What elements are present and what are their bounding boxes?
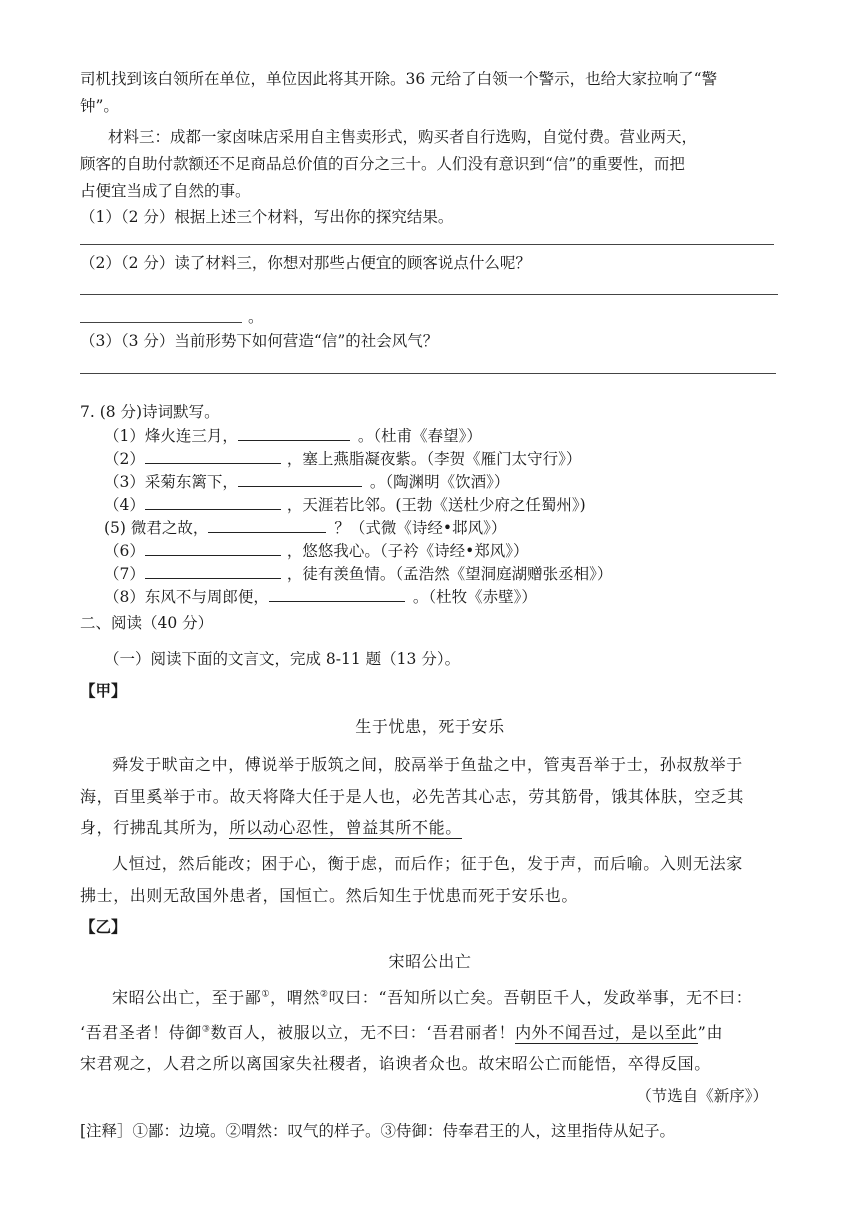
blank-field[interactable]: [269, 585, 405, 602]
poem-text: 微君之故，: [130, 519, 209, 537]
blank-field[interactable]: [208, 516, 326, 533]
item-number: （8）: [104, 588, 145, 606]
answer-line-q2-a[interactable]: [80, 294, 778, 295]
footnote-marker: ②: [319, 989, 329, 1000]
poem-text: 东风不与周郎便，: [144, 588, 269, 606]
passage-text: ，喟然: [270, 988, 320, 1007]
annotation-notes: [注释］①鄙：边境。②喟然：叹气的样子。③侍御：侍奉君王的人，这里指侍从妃子。: [80, 1122, 676, 1140]
question-3: （3）（3 分）当前形势下如何营造“信”的社会风气？: [80, 332, 439, 350]
passage-jia-p1-line2: 海，百里奚举于市。故天将降大任于是人也，必先苦其心志，劳其筋骨，饿其体肤，空乏其: [80, 787, 745, 806]
item-number: （2）: [104, 450, 145, 468]
poem-source: 。（杜甫《春望》）: [357, 427, 482, 445]
poem-source: ，天涯若比邻。(王勃《送杜少府之任蜀州》): [286, 496, 586, 514]
passage-text: 宋昭公出亡，至于鄙: [112, 988, 262, 1007]
passage-text: 身，行拂乱其所为，: [80, 818, 230, 837]
passage-jia-p2-line1: 人恒过，然后能改；困于心，衡于虑，而后作；征于色，发于声，而后喻。入则无法家: [112, 854, 743, 873]
poem-source: 。（杜牧《赤壁》）: [412, 588, 537, 606]
footnote-marker: ①: [261, 989, 271, 1000]
passage-text: 叹曰：“吾知所以亡矣。吾朝臣千人，发政举事，无不曰：: [328, 988, 753, 1007]
item-number: （4）: [104, 496, 145, 514]
question-2-end-mark: 。: [248, 308, 264, 326]
section-heading-reading: 二、阅读（40 分）: [80, 614, 214, 632]
poetry-item-1: [104, 424, 482, 447]
blank-field[interactable]: [145, 447, 281, 464]
blank-field[interactable]: [145, 562, 281, 579]
passage-yi-line3: 宋君观之，人君之所以离国家失社稷者，谄谀者众也。故宋昭公亡而能悟，卒得反国。: [80, 1054, 711, 1073]
passage-jia-p2-line2: 拂士，出则无敌国外患者，国恒亡。然后知生于忧患而死于安乐也。: [80, 886, 579, 905]
answer-line-q3[interactable]: [80, 373, 776, 374]
material3-line-2: 顾客的自助付款额还不足商品总价值的百分之三十。人们没有意识到“信”的重要性，而把: [80, 155, 685, 173]
poem-source: ？（式微《诗经•邶风》）: [334, 519, 507, 537]
passage-text: ‘吾君圣者！侍御: [80, 1023, 202, 1042]
passage-label-yi: 【乙】: [80, 917, 127, 936]
item-number: (5): [104, 519, 126, 537]
passage-title-yi: 宋昭公出亡: [388, 952, 472, 971]
poetry-item-3: [104, 470, 509, 493]
passage-title-jia: 生于忧患，死于安乐: [355, 717, 505, 736]
underlined-sentence: 内外不闻吾过，是以至此: [515, 1023, 698, 1042]
passage-label-jia: 【甲】: [80, 681, 127, 700]
intro-line-1: 司机找到该白领所在单位，单位因此将其开除。36 元给了白领一个警示，也给大家拉响了“警: [80, 70, 718, 88]
poem-text: 烽火连三月，: [144, 427, 238, 445]
poetry-heading: 7. (8 分)诗词默写。: [80, 403, 220, 421]
poem-text: 采菊东篱下，: [144, 473, 238, 491]
blank-field[interactable]: [238, 424, 350, 441]
poetry-item-4: [104, 493, 586, 516]
intro-line-2: 钟”。: [80, 97, 119, 115]
poem-source: 。（陶渊明《饮酒》）: [369, 473, 510, 491]
answer-line-q2-b[interactable]: [80, 322, 242, 323]
poetry-item-5: [104, 516, 506, 539]
blank-field[interactable]: [145, 539, 281, 556]
reading-subheading: （一）阅读下面的文言文，完成 8-11 题（13 分）。: [104, 650, 461, 668]
poetry-item-7: [104, 562, 612, 585]
material3-line-3: 占便宜当成了自然的事。: [80, 182, 251, 200]
material3-line-1: 材料三：成都一家卤味店采用自主售卖形式，购买者自行选购，自觉付费。营业两天，: [108, 128, 698, 146]
question-2: （2）（2 分）读了材料三，你想对那些占便宜的顾客说点什么呢？: [80, 254, 531, 272]
underlined-sentence: 所以动心忍性，曾益其所不能。: [229, 818, 462, 837]
blank-field[interactable]: [238, 470, 362, 487]
poem-source: ，悠悠我心。（子衿《诗经•郑风》）: [286, 542, 529, 560]
poem-source: ，徒有羡鱼情。（孟浩然《望洞庭湖赠张丞相》）: [286, 565, 613, 583]
blank-field[interactable]: [145, 493, 281, 510]
item-number: （1）: [104, 427, 145, 445]
passage-jia-p1-line3: [80, 817, 462, 839]
answer-line-q1[interactable]: [80, 244, 774, 245]
passage-text: ”由: [697, 1023, 724, 1042]
passage-yi-line2: [80, 1022, 723, 1044]
item-number: （3）: [104, 473, 145, 491]
passage-jia-p1-line1: 舜发于畎亩之中，傅说举于版筑之间，胶鬲举于鱼盐之中，管夷吾举于士，孙叔敖举于: [112, 755, 743, 774]
poetry-item-6: [104, 539, 529, 562]
passage-yi-line1: [112, 987, 752, 1009]
footnote-marker: ③: [201, 1024, 211, 1035]
poetry-item-8: [104, 585, 537, 608]
item-number: （6）: [104, 542, 145, 560]
poem-source: ，塞上燕脂凝夜紫。（李贺《雁门太守行》）: [286, 450, 582, 468]
poetry-item-2: [104, 447, 581, 470]
passage-text: 数百人，被服以立，无不曰：‘吾君丽者！: [210, 1023, 516, 1042]
item-number: （7）: [104, 565, 145, 583]
passage-source: （节选自《新序》）: [636, 1087, 768, 1105]
question-1: （1）（2 分）根据上述三个材料，写出你的探究结果。: [80, 208, 454, 226]
